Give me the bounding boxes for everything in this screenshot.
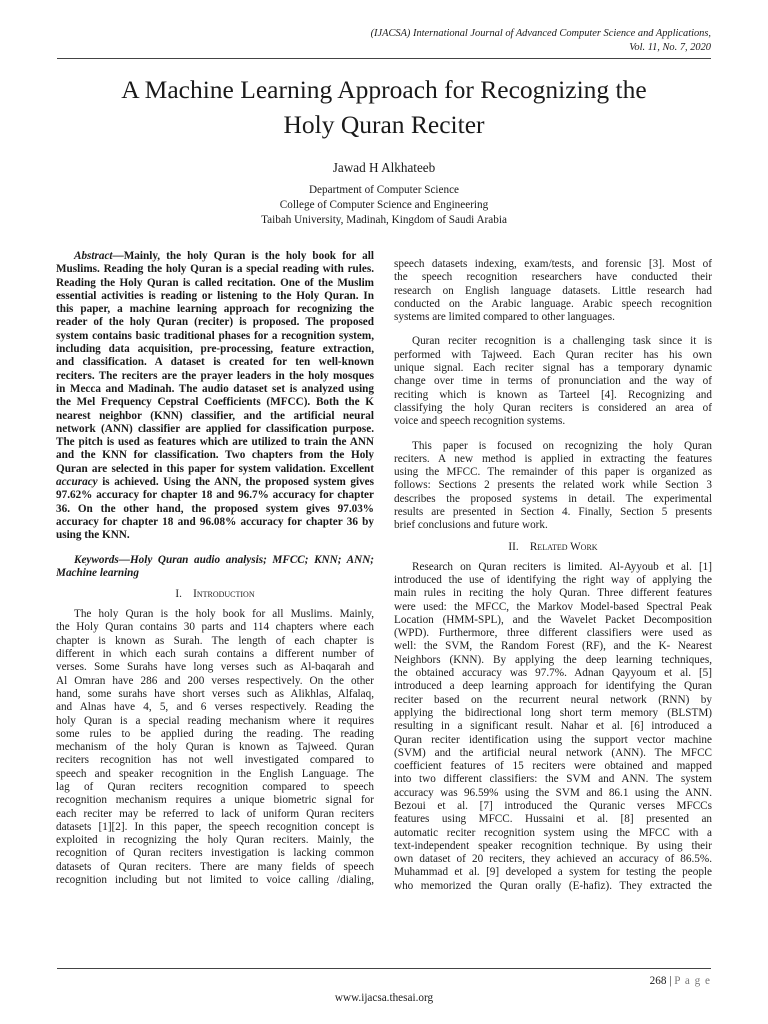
- abstract-line: and the KNN for classification. Two chapters from the Holy: [56, 449, 374, 462]
- abstract-line: The pitch is used as features which are utilized to train the ANN: [56, 436, 374, 449]
- body-line: introduced the use of identifying the right way of applying the: [394, 573, 712, 586]
- section-title: Introduction: [193, 588, 255, 601]
- abstract-line: essential activities is reading or listening to the Holy Quran. In: [56, 289, 374, 302]
- body-line: brief conclusions and future work.: [394, 519, 548, 532]
- body-line: introduced a deep learning approach for identifying the Quran: [394, 680, 712, 693]
- abstract-line: reader of the holy Quran (reciter) is proposed. The proposed: [56, 316, 374, 329]
- body-line: classifying the holy Quran reciters is considered an area of: [394, 401, 712, 414]
- journal-line-2: Vol. 11, No. 7, 2020: [629, 42, 711, 53]
- abstract-line: Reading the Holy Quran is called recitation. One of the Muslim: [56, 276, 374, 289]
- journal-header: [211, 27, 711, 55]
- body-line: coefficient features of 15 reciters were obtained and mapped: [394, 760, 712, 773]
- body-line: recognition of Quran reciters investigation is lacking common: [56, 847, 374, 860]
- body-line: conducted on the Arabic language. Arabic speech recognition: [394, 297, 712, 310]
- body-line: hand, some surahs have short verses such as Alikhlas, Alfalaq,: [56, 687, 374, 700]
- abstract-line: including data acquisition, pre-processing, feature extraction,: [56, 343, 374, 356]
- body-line: each reciter may be referred to lack of uniform Quran reciters: [56, 807, 374, 820]
- body-line: features using MFCC. Hussaini et al. [8] presented an: [394, 813, 712, 826]
- body-line: speech and speaker recognition in the English Language. The: [56, 767, 374, 780]
- body-line: follows: Sections 2 presents the related work while Section 3: [394, 479, 712, 492]
- body-line: datasets of Quran reciters. There are many fields of speech: [56, 860, 374, 873]
- body-line: some rules to be applied during the reading. The reading: [56, 727, 374, 740]
- affiliation-line: Taibah University, Madinah, Kingdom of Saudi Arabia: [261, 214, 507, 226]
- body-line: automatic reciter recognition system using the MFCC with a: [394, 826, 712, 839]
- keywords: [56, 554, 374, 581]
- body-line: voice and speech recognition systems.: [394, 415, 566, 428]
- section-title: Related Work: [529, 540, 598, 553]
- section-heading-introduction: [56, 588, 374, 602]
- right-column: [394, 258, 712, 893]
- body-line: recognition mechanism requires a unique biometric signal for: [56, 794, 374, 807]
- journal-url[interactable]: www.ijacsa.thesai.org: [334, 992, 434, 1004]
- body-line: accuracy was 96.59% using the SVM and 86.1 using the ANN.: [394, 786, 712, 799]
- body-line: This paper is focused on recognizing the holy Quran: [412, 439, 712, 452]
- body-line: unique signal. Each reciter signal has a temporary dynamic: [394, 362, 712, 375]
- keywords-text: —Holy Quran audio analysis; MFCC; KNN; ANN;: [118, 553, 374, 566]
- abstract-line: and classification. A dataset is created for ten well-known: [56, 356, 374, 369]
- body-line: the speech recognition researchers have conducted their: [394, 271, 712, 284]
- abstract-line: system contains basic traditional phases for a recognition system,: [56, 329, 374, 342]
- abstract-line: nearest neighbor (KNN) classifier, and the artificial neural: [56, 409, 374, 422]
- body-line: resulting in a significant result. Nahar et al. [6] introduced a: [394, 720, 712, 733]
- left-column: [56, 250, 374, 887]
- spacer: [56, 543, 374, 554]
- abstract-line: the Mel Frequency Cepstral Coefficients (MFCC). Both the K: [56, 396, 374, 409]
- body-line: datasets [1][2]. In this paper, the speech recognition concept is: [56, 820, 374, 833]
- body-line: using the MFCC. The remainder of this paper is organized as: [394, 466, 712, 479]
- abstract-line-accuracy: [56, 476, 374, 489]
- title-line: A Machine Learning Approach for Recognizing the: [121, 75, 647, 104]
- footer-rule: [57, 968, 711, 969]
- body-line: were used: the MFCC, the Markov Model-based Spectral Peak: [394, 600, 712, 613]
- abstract: [56, 250, 374, 543]
- body-line: exploited in recognizing the holy Quran reciters. Mainly, the: [56, 834, 374, 847]
- body-line: main rules in reciting the holy Quran. Three different features: [394, 587, 712, 600]
- body-line: systems are limited compared to other languages.: [394, 311, 615, 324]
- abstract-line: using the KNN.: [56, 529, 130, 542]
- body-line: (SVM) and the artificial neural network (ANN). The MFCC: [394, 746, 712, 759]
- keywords-label: Keywords: [74, 553, 119, 566]
- body-line: holy Quran is a special reading mechanism where it requires: [56, 714, 374, 727]
- body-line: recognition including but not limited to voice calling /dialing,: [56, 874, 374, 887]
- body-line: own dataset of 20 reciters, they achieved an accuracy of 86.5%.: [394, 853, 712, 866]
- body-line: performed with Tajweed. Each Quran reciter has his own: [394, 348, 712, 361]
- paragraph-continued: [394, 258, 712, 324]
- body-line: mechanism of the holy Quran is known as Tajweed. Quran: [56, 741, 374, 754]
- body-line: and Alnas have 4, 5, and 6 verses respectively. Reading the: [56, 701, 374, 714]
- related-work-paragraph: [394, 561, 712, 893]
- abstract-line: accuracy for chapter 18 and 96.08% accuracy for chapter 36 by: [56, 515, 374, 528]
- affiliation-line: Department of Computer Science: [308, 184, 460, 196]
- keywords-line: Machine learning: [56, 566, 139, 579]
- section-heading-related-work: [394, 541, 712, 555]
- section-number: I.: [175, 588, 182, 601]
- body-line: into two different classifiers: the SVM and ANN. The system: [394, 773, 712, 786]
- accuracy-rest: is achieved. Using the ANN, the proposed system gives: [97, 476, 374, 489]
- body-line: applying the bidirectional long short term memory (BLSTM): [394, 706, 712, 719]
- body-line: research on English language datasets. Little research had: [394, 284, 712, 297]
- author-name: Jawad H Alkhateeb: [332, 160, 436, 175]
- abstract-line: 97.62% accuracy for chapter 18 and 96.7% accuracy for chapter: [56, 489, 374, 502]
- affiliation-line: College of Computer Science and Engineering: [279, 199, 489, 211]
- abstract-text: Mainly, the holy Quran is the holy book for all: [123, 250, 374, 262]
- body-line: different in which each surah contains a different number of: [56, 648, 374, 661]
- body-line: the Holy Quran contains 30 parts and 114 chapters where each: [56, 621, 374, 634]
- accuracy-word: accuracy: [56, 476, 98, 489]
- body-line: reciting which is known as Tarteel [4]. Recognizing and: [394, 388, 712, 401]
- abstract-line: Quran are selected in this paper for system validation. Excellent: [56, 462, 374, 475]
- spacer: [394, 324, 712, 335]
- body-line: change over time in terms of pronunciation and the way of: [394, 375, 712, 388]
- body-line: reciters recognition has not well investigated compared to: [56, 754, 374, 767]
- abstract-line: Muslims. Reading the holy Quran is a special reading with rules.: [56, 263, 374, 276]
- body-line: (WPD). Furthermore, three different classifiers were used as: [394, 627, 712, 640]
- body-line: chapter is known as Surah. The length of each chapter is: [56, 634, 374, 647]
- abstract-line: in Mecca and Madinah. The audio dataset set is analyzed using: [56, 382, 374, 395]
- abstract-label: Abstract: [74, 250, 113, 262]
- title-line: Holy Quran Reciter: [283, 110, 485, 139]
- body-line: text-independent speaker recognition technique. By using their: [394, 839, 712, 852]
- body-line: Neighbors (KNN). By applying the deep learning techniques,: [394, 653, 712, 666]
- introduction-paragraph: [56, 608, 374, 887]
- page-separator: |: [666, 975, 675, 987]
- body-line: well: the SVM, the Random Forest (RF), and the K- Nearest: [394, 640, 712, 653]
- paragraph-paper-organization: [394, 440, 712, 533]
- body-line: results are presented in Section 4. Finally, Section 5 presents: [394, 506, 712, 519]
- abstract-line: 36. On the other hand, the proposed system gives 97.03%: [56, 502, 374, 515]
- affiliation: [0, 183, 768, 228]
- body-line: Quran reciter identification using the support vector machine: [394, 733, 712, 746]
- body-line: Location (HMM-SPL), and the Wavelet Packet Decomposition: [394, 613, 712, 626]
- abstract-dash: —: [112, 250, 124, 262]
- body-line: describes the proposed systems in detail. The experimental: [394, 492, 712, 505]
- body-line: Bezoui et al. [7] introduced the Quranic verses MFCCs: [394, 799, 712, 812]
- body-line: Research on Quran reciters is limited. Al-Ayyoub et al. [1]: [412, 560, 712, 573]
- page-number: [650, 975, 711, 987]
- body-line: Muhammad et al. [9] developed a system for testing the people: [394, 866, 712, 879]
- abstract-line: reciters. The reciters are the prayer leaders in the holy mosques: [56, 369, 374, 382]
- body-line: lag of Quran reciters recognition compared to speech: [56, 780, 374, 793]
- paragraph-reciter-challenge: [394, 335, 712, 428]
- spacer: [394, 429, 712, 440]
- body-line: who memorized the Quran orally (E-hafiz). They extracted the: [394, 879, 712, 892]
- section-number: II.: [508, 540, 519, 553]
- abstract-first-line: [56, 250, 374, 263]
- header-rule: [57, 58, 711, 59]
- journal-line-1: (IJACSA) International Journal of Advanced Computer Science and Applications,: [370, 28, 711, 39]
- body-line: The holy Quran is the holy book for all Muslims. Mainly,: [74, 608, 374, 621]
- abstract-line: network (ANN) classifier are applied for classification purpose.: [56, 422, 374, 435]
- body-line: verses. Some Surahs have long verses such as Al-baqarah and: [56, 661, 374, 674]
- body-line: the obtained accuracy was 97.7%. Adnan Qayyoum et al. [5]: [394, 667, 712, 680]
- body-line: speech datasets indexing, exam/tests, and forensic [3]. Most of: [394, 258, 712, 270]
- paper-title: [40, 72, 728, 142]
- page-number-value: 268: [649, 975, 667, 987]
- body-line: reciters. A new method is applied in extracting the features: [394, 452, 712, 465]
- body-line: Quran reciter recognition is a challenging task since it is: [412, 335, 712, 348]
- page-word: P a g e: [674, 975, 711, 987]
- abstract-line: this paper, a machine learning approach for recognizing the: [56, 303, 374, 316]
- body-line: reciter based on the recurrent neural network (RNN) by: [394, 693, 712, 706]
- body-line: Al Omran have 286 and 200 verses respectively. On the other: [56, 674, 374, 687]
- keywords-first-line: [56, 554, 374, 567]
